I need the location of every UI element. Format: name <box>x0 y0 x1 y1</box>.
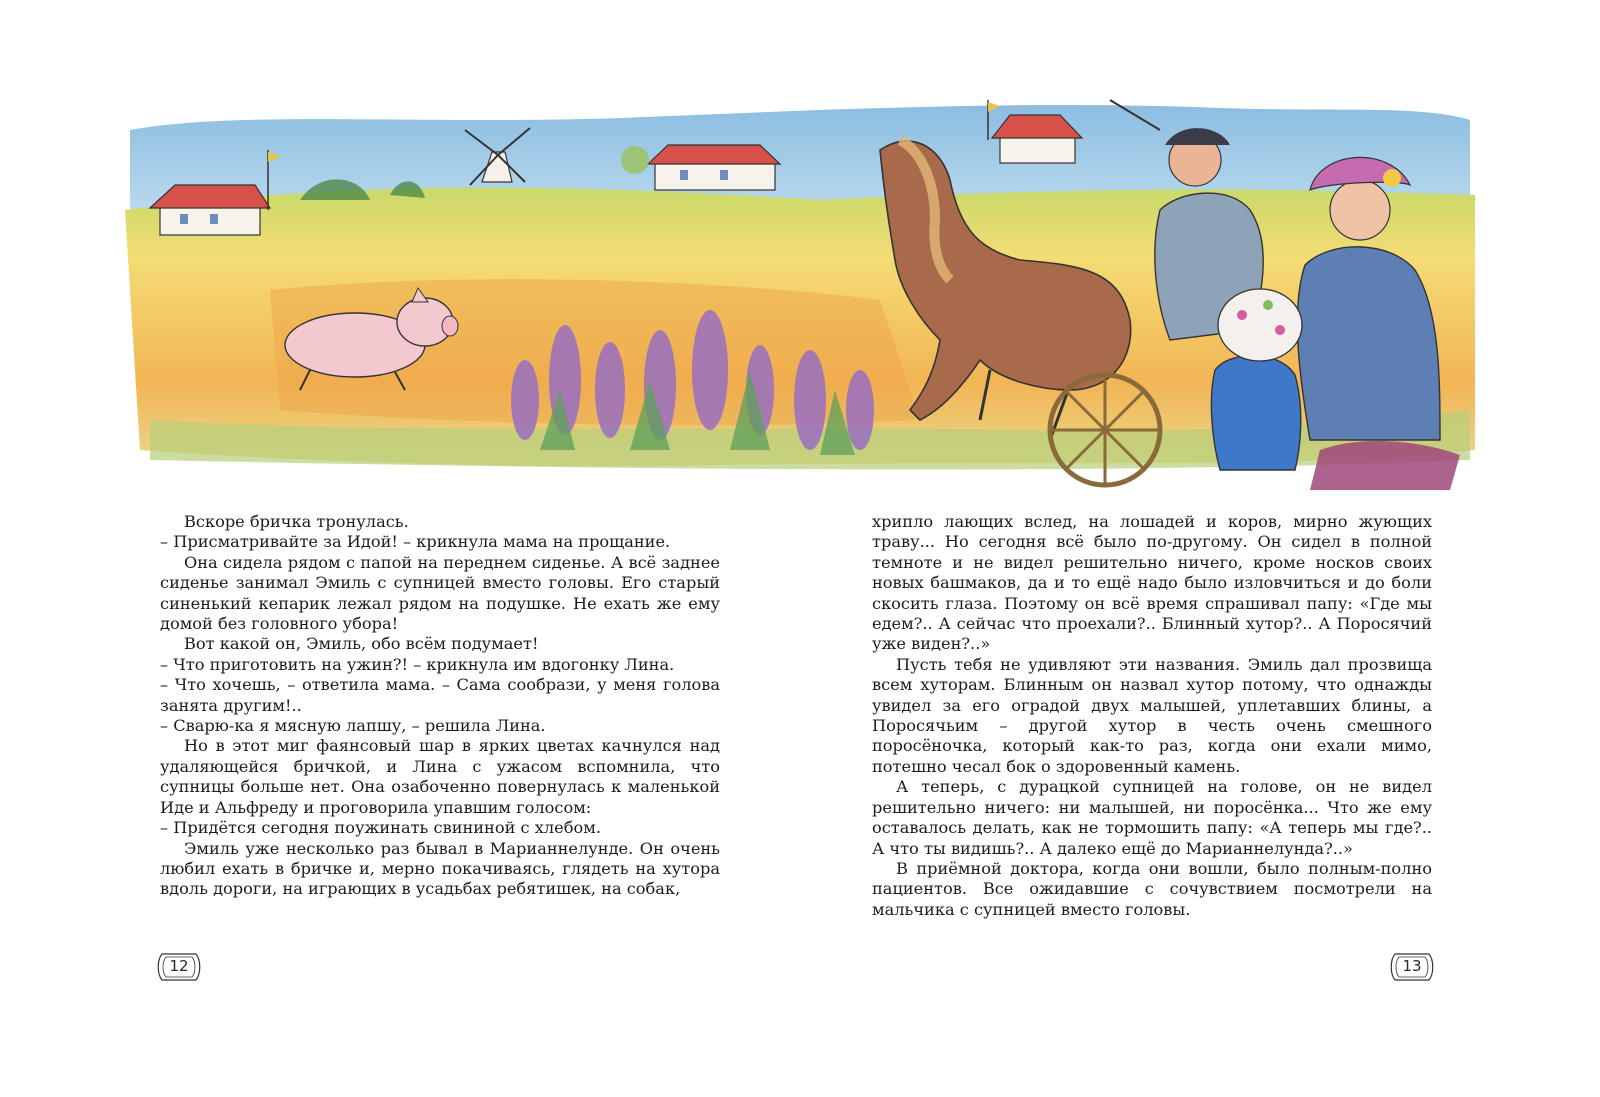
paragraph: Но в этот миг фаянсовый шар в ярких цветах качнулся над удаляющейся бричкой, и Лина с ужасом вспомнила, что супницы больше нет. Она озабоченно повернулась к маленькой Иде и Альфреду и проговорила упавшим голосом: <box>160 736 720 817</box>
paragraph: – Придётся сегодня поужинать свининой с хлебом. <box>160 818 601 838</box>
paragraph: А теперь, с дурацкой супницей на голове, он не видел решительно ничего: ни малышей, ни поросёнка... Что же ему оставалось делать, как не тормошить папу: «А теперь мы где?.. А что ты видишь?.. А далеко ещё до Марианнелунда?..» <box>872 777 1432 858</box>
page-number: 13 <box>1402 957 1422 975</box>
left-page-text <box>160 512 720 900</box>
right-page-text <box>872 512 1432 920</box>
paragraph: Вот какой он, Эмиль, обо всём подумает! <box>184 634 539 654</box>
watercolor-illustration <box>120 90 1480 495</box>
emil-with-tureen <box>1211 289 1302 470</box>
paragraph: – Присматривайте за Идой! – крикнула мама на прощание. <box>160 532 671 552</box>
paragraph: Она сидела рядом с папой на переднем сиденье. А всё заднее сиденье занимал Эмиль с супницей вместо головы. Его старый синенький кепарик лежал рядом на подушке. Не ехать же ему домой без головного убора! <box>160 552 720 634</box>
paragraph: хрипло лающих вслед, на лошадей и коров, мирно жующих траву... Но сегодня всё было по-другому. Он сидел в полной темноте и не видел решительно ничего, кроме носков своих новых башмаков, да и то ещё надо было изловчиться и до боли скосить глаза. Поэтому он всё время спрашивал папу: «Где мы едем?.. А сейчас что проехали?.. Блинный хутор?.. А Поросячий уже виден?..» <box>872 512 1432 654</box>
page-number: 12 <box>169 957 189 975</box>
cart-wheel <box>1050 375 1160 485</box>
page-number-left <box>154 950 204 984</box>
paragraph: – Что хочешь, – ответила мама. – Сама сообрази, у меня голова занята другим!.. <box>160 675 720 715</box>
page-number-right <box>1387 950 1437 984</box>
paragraph: Эмиль уже несколько раз бывал в Марианнелунде. Он очень любил ехать в бричке и, мерно покачиваясь, глядеть на хутора вдоль дороги, на играющих в усадьбах ребятишек, на собак, <box>160 838 720 899</box>
illustration-svg <box>120 90 1480 495</box>
paragraph: В приёмной доктора, когда они вошли, было полным-полно пациентов. Все ожидавшие с сочувствием посмотрели на мальчика с супницей вместо головы. <box>872 858 1432 919</box>
paragraph: Пусть тебя не удивляют эти названия. Эмиль дал прозвища всем хуторам. Блинным он назвал хутор потому, что однажды увидел за его оградой двух малышей, уплетавших блины, а Поросячьим – другой хутор в честь очень смешного поросёночка, который как-то раз, когда они ехали мимо, потешно чесал бок о здоровенный камень. <box>872 654 1432 776</box>
paragraph: Вскоре бричка тронулась. <box>184 512 409 531</box>
paragraph: – Что приготовить на ужин?! – крикнула им вдогонку Лина. <box>160 654 675 674</box>
paragraph: – Сварю-ка я мясную лапшу, – решила Лина. <box>160 716 546 736</box>
